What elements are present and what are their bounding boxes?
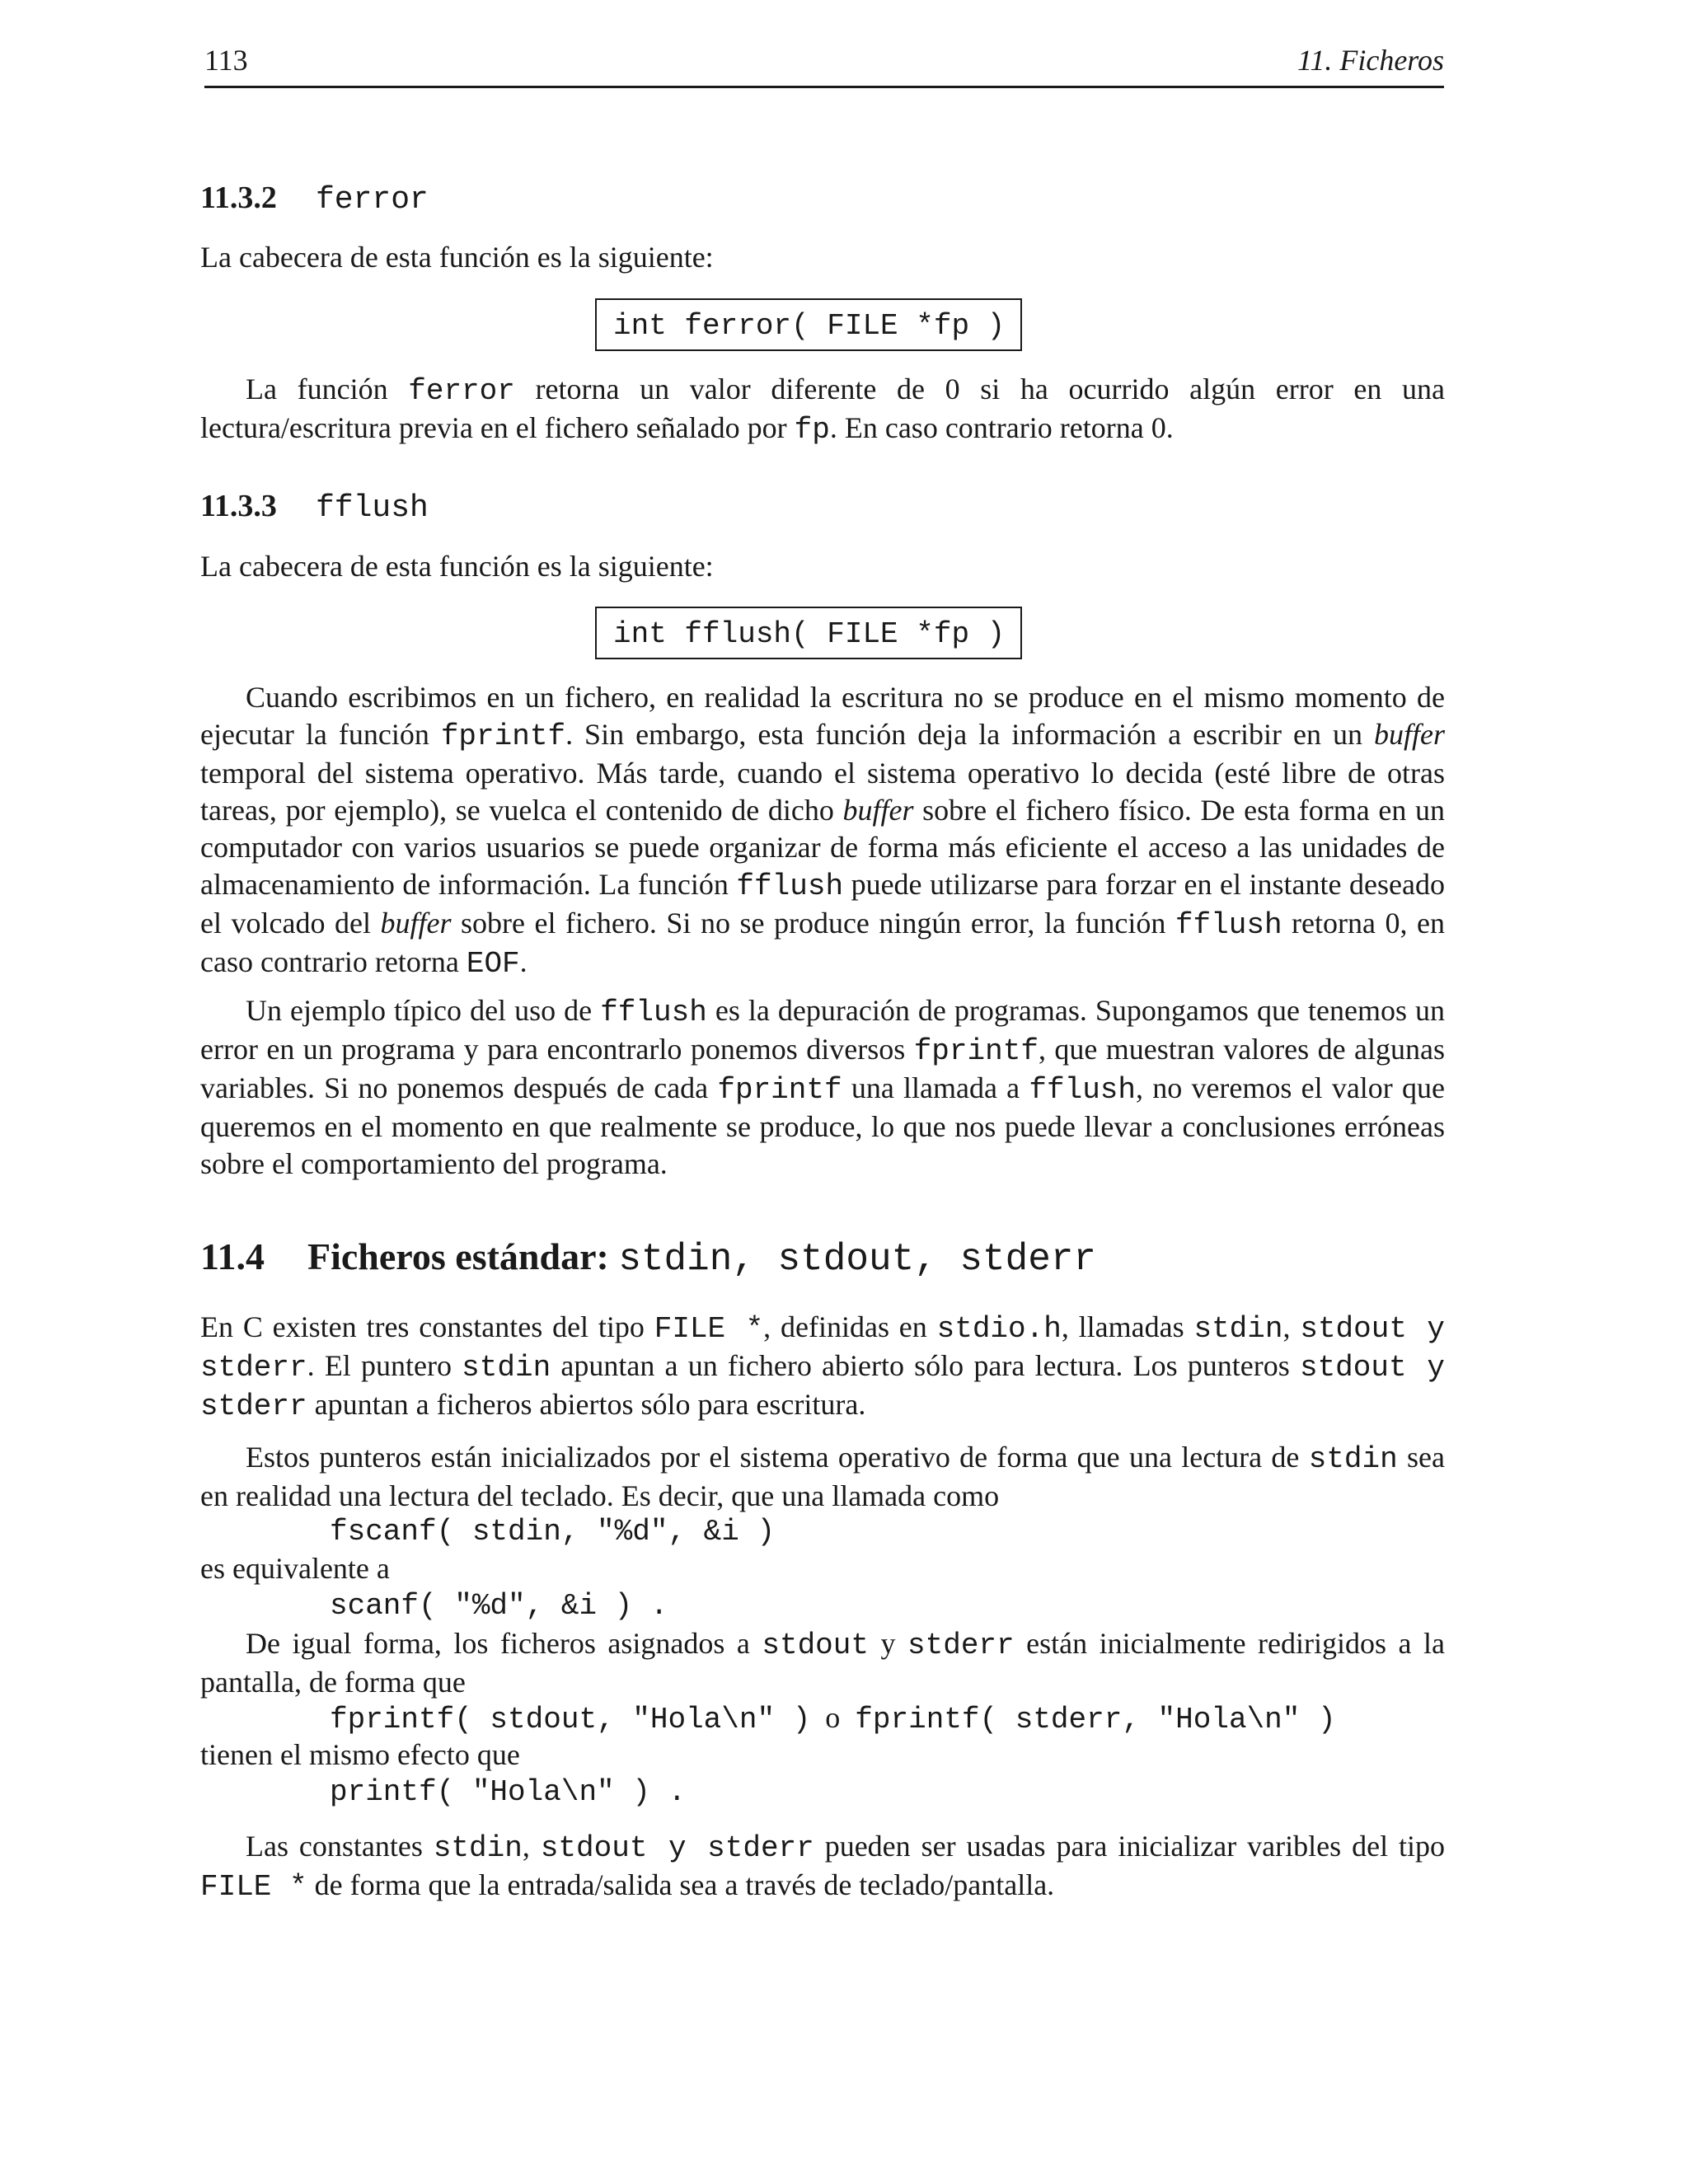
code-run: stdout	[1299, 1351, 1407, 1385]
text-same-effect: tienen el mismo efecto que	[200, 1738, 520, 1771]
code-run: stdin	[433, 1831, 523, 1865]
text-run: Estos punteros están inicializados por el sistema operativo de forma que una lectura de	[246, 1441, 1309, 1474]
fflush-paragraph-1	[200, 679, 1445, 982]
code-run: stderr	[907, 1629, 1015, 1662]
text-run: Cuando escribimos en un fichero, en realidad la escritura no se produce en el mismo momento de ejecutar la función	[200, 681, 1445, 751]
text-run: retorna un valor diferente de 0 si ha ocurrido algún error en una lectura/escritura previa en el fichero señalado por	[200, 373, 1445, 444]
text-run: En C existen tres constantes del tipo	[200, 1310, 654, 1343]
text-run: apuntan a ficheros abiertos sólo para escritura.	[307, 1388, 866, 1421]
subsection-function-name: ferror	[316, 182, 429, 218]
code-example-fprintf-stdout: fprintf( stdout, "Hola\n" )	[330, 1703, 811, 1736]
subsection-function-name: fflush	[316, 490, 429, 526]
code-run: stderr	[200, 1390, 307, 1423]
text-run: Un ejemplo típico del uso de	[246, 994, 601, 1027]
text-run: .	[519, 945, 528, 978]
text-equivalent: es equivalente a	[200, 1552, 390, 1585]
standard-files-paragraph-2	[200, 1439, 1445, 1515]
text-run: , llamadas	[1061, 1310, 1194, 1343]
fflush-intro-text: La cabecera de esta función es la siguiente:	[200, 550, 714, 583]
code-run: fp	[794, 413, 830, 447]
fflush-signature: int fflush( FILE *fp )	[613, 617, 1006, 651]
connector-or: o	[825, 1701, 841, 1734]
fflush-signature-box	[595, 607, 1022, 659]
code-example-fscanf: fscanf( stdin, "%d", &i )	[330, 1515, 776, 1549]
ferror-intro-text: La cabecera de esta función es la siguiente:	[200, 241, 714, 274]
emphasis-run: buffer	[1374, 718, 1445, 751]
standard-files-paragraph-1	[200, 1309, 1445, 1425]
text-run: sobre el fichero. Si no se produce ningún error, la función	[451, 907, 1175, 940]
text-run: , que muestran valores de algunas variables. Si no ponemos después de cada	[200, 1033, 1446, 1104]
code-example-fprintf-line	[330, 1699, 1336, 1738]
code-run: fprintf	[440, 719, 566, 753]
ferror-signature-box	[595, 298, 1022, 351]
ferror-intro	[200, 239, 1445, 276]
text-run: . El puntero	[307, 1349, 462, 1382]
text-run: están inicialmente redirigidos a la pantalla, de forma que	[200, 1627, 1445, 1699]
text-run: y	[869, 1627, 908, 1660]
code-run: stdin	[1308, 1442, 1398, 1476]
ferror-paragraph	[200, 371, 1445, 448]
text-run: una llamada a	[842, 1071, 1029, 1104]
subsection-heading-fflush	[200, 488, 429, 526]
text-run: temporal del sistema operativo. Más tarde, cuando el sistema operativo lo decida (esté libre de otras tareas, por ejemplo), se vuelca el contenido de dicho	[200, 757, 1445, 827]
text-run: sobre el fichero físico. De esta forma en un computador con varios usuarios se puede organizar de forma más eficiente el acceso a las unidades de almacenamiento de información. La función	[200, 794, 1445, 901]
emphasis-run: buffer	[842, 794, 914, 827]
ferror-signature: int ferror( FILE *fp )	[613, 309, 1006, 343]
page-header	[204, 43, 1444, 88]
text-run: , no veremos el valor que queremos en el momento en que realmente se produce, lo que nos puede llevar a conclusiones erróneas sobre el comportamiento del programa.	[200, 1071, 1445, 1180]
code-run: stdin	[1193, 1312, 1283, 1346]
section-title: Ficheros estándar:	[307, 1235, 609, 1277]
text-run: de forma que la entrada/salida sea a través de teclado/pantalla.	[307, 1868, 1055, 1901]
code-run: stderr	[200, 1351, 307, 1385]
chapter-title: 11. Ficheros	[1297, 44, 1444, 77]
code-example-fprintf-stderr: fprintf( stderr, "Hola\n" )	[855, 1703, 1336, 1736]
code-run: stdout	[540, 1831, 648, 1865]
page-number: 113	[204, 44, 248, 77]
code-run: EOF	[466, 947, 520, 981]
fflush-paragraph-2	[200, 992, 1445, 1183]
text-run: De igual forma, los ficheros asignados a	[246, 1627, 762, 1660]
code-run: stdout	[762, 1629, 869, 1662]
standard-files-paragraph-3	[200, 1625, 1445, 1701]
code-run: y	[1406, 1351, 1445, 1385]
code-run: y	[1406, 1312, 1446, 1346]
section-number: 11.4	[200, 1235, 265, 1277]
code-run: fflush	[1029, 1073, 1137, 1107]
subsection-number: 11.3.3	[200, 489, 277, 523]
subsection-heading-ferror	[200, 180, 429, 218]
text-run: retorna 0, en caso contrario retorna	[200, 907, 1445, 978]
code-example-printf: printf( "Hola\n" ) .	[330, 1775, 687, 1809]
subsection-number: 11.3.2	[200, 180, 277, 215]
code-run: ferror	[408, 374, 515, 408]
code-run: fflush	[1175, 908, 1282, 942]
text-run: ,	[1282, 1310, 1301, 1343]
text-run: pueden ser usadas para inicializar varibles del tipo	[814, 1830, 1446, 1863]
text-run: . En caso contrario retorna 0.	[829, 411, 1174, 444]
text-run: apuntan a un fichero abierto sólo para lectura. Los punteros	[551, 1349, 1300, 1382]
code-run: y	[647, 1831, 708, 1865]
code-run: stdin	[462, 1351, 551, 1385]
code-run: stdout	[1300, 1312, 1407, 1346]
code-example-scanf: scanf( "%d", &i ) .	[330, 1589, 668, 1623]
text-run: ,	[522, 1830, 541, 1863]
code-run: FILE *	[200, 1870, 307, 1904]
text-run: . Sin embargo, esta función deja la información a escribir en un	[565, 718, 1374, 751]
section-code-title: stdin, stdout, stderr	[618, 1238, 1097, 1281]
code-run: fflush	[736, 869, 844, 903]
text-run: La función	[246, 373, 409, 405]
text-run: , definidas en	[763, 1310, 937, 1343]
code-run: stderr	[707, 1831, 814, 1865]
code-run: stdio.h	[936, 1312, 1062, 1346]
section-heading-standard-files	[200, 1235, 1096, 1281]
code-run: fflush	[600, 996, 707, 1029]
emphasis-run: buffer	[380, 907, 452, 940]
text-run: sea en realidad una lectura del teclado. Es decir, que una llamada como	[200, 1441, 1446, 1512]
code-run: FILE *	[654, 1312, 764, 1346]
text-run: puede utilizarse para forzar en el instante deseado el volcado del	[200, 868, 1445, 940]
fflush-intro	[200, 548, 1445, 585]
code-run: fprintf	[717, 1073, 842, 1107]
code-run: fprintf	[913, 1034, 1039, 1068]
text-run: es la depuración de programas. Supongamos que tenemos un error en un programa y para encontrarlo ponemos diversos	[200, 994, 1445, 1066]
standard-files-paragraph-4	[200, 1828, 1445, 1905]
text-run: Las constantes	[246, 1830, 434, 1863]
